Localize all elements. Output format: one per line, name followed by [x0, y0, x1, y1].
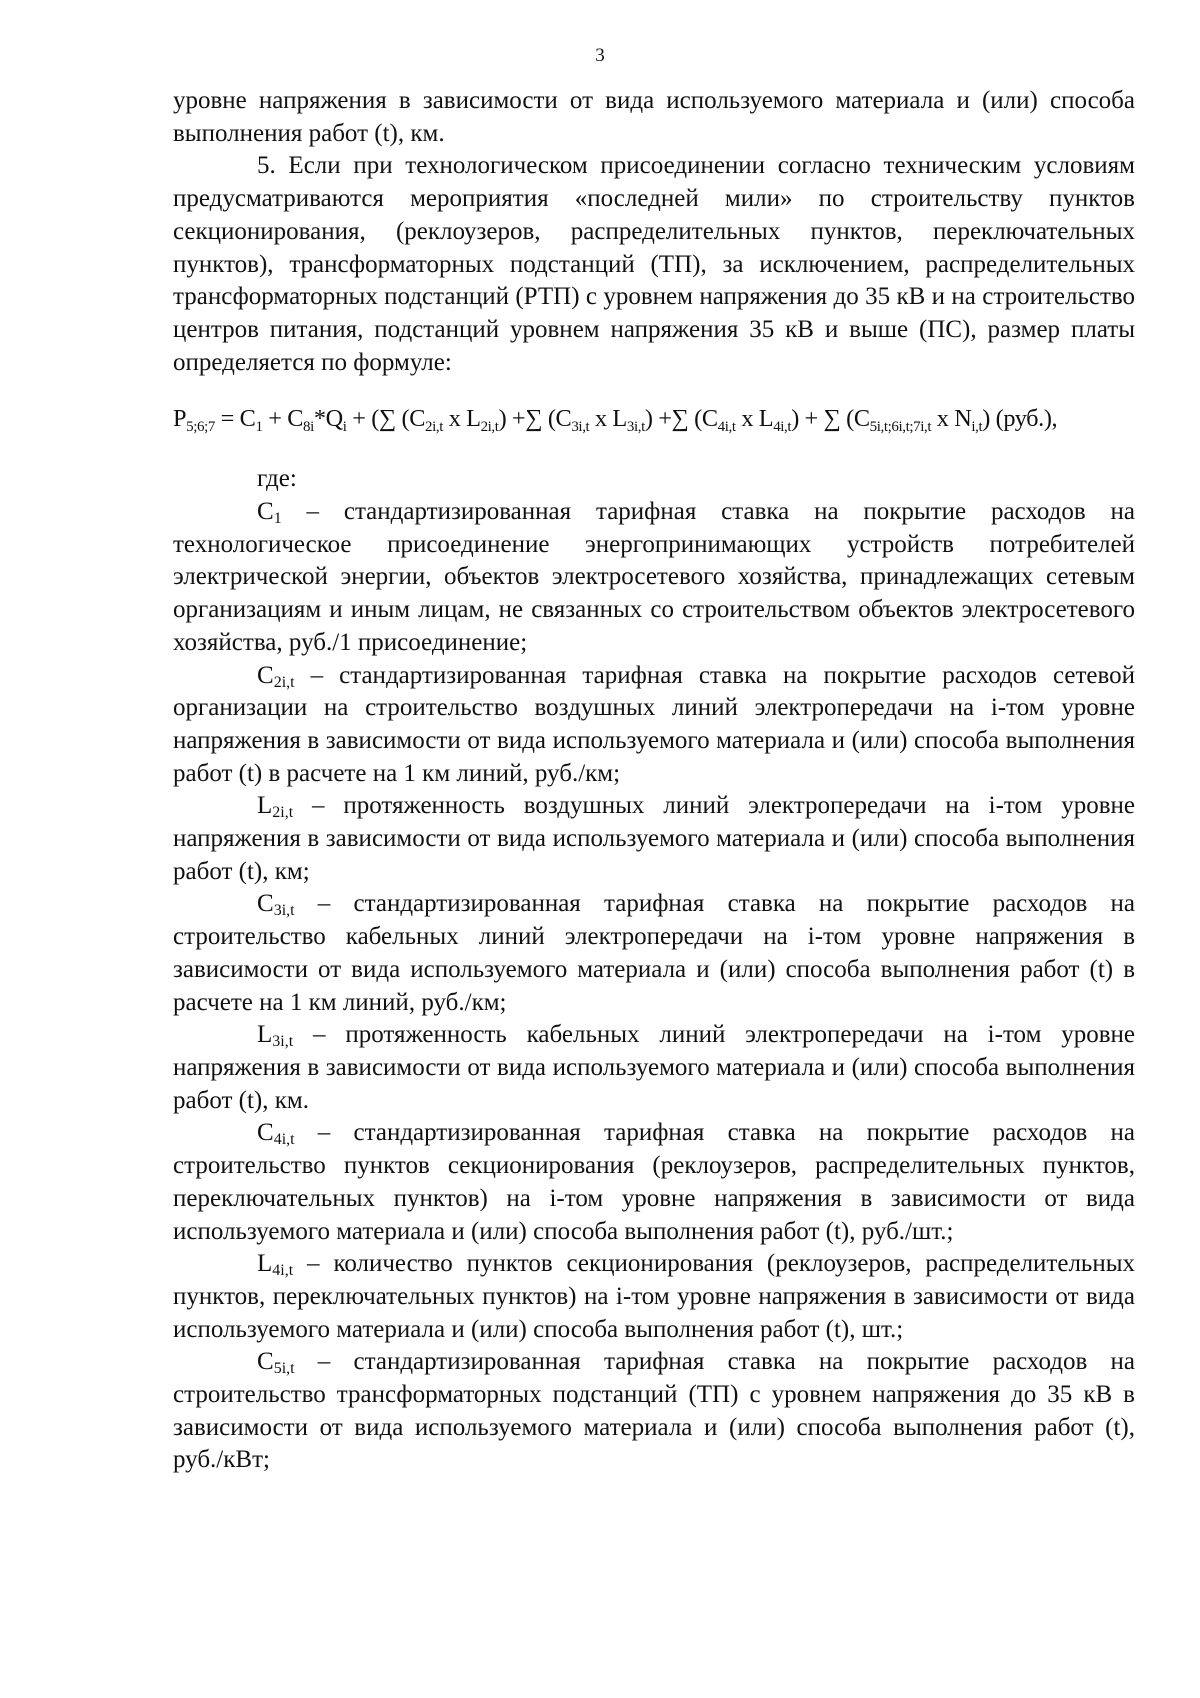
- definition-l4: $L_{4i,t}$ – количество пунктов секционирования (реклоузеров, распределительных пунктов, переключательных пунктов) на i-том уровне напряжения в зависимости от вида используемого материала и (или) способа выполнения работ (t), шт.;: [173, 1250, 1135, 1343]
- definition-c3: $C_{3i,t}$ – стандартизированная тарифная ставка на покрытие расходов на строительство кабельных линий электропередачи на i-том уровне напряжения в зависимости от вида используемого материала и (или) способа выполнения работ (t) в расчете на 1 км линий, руб./км;: [173, 890, 1135, 1016]
- paragraph-5: 5. Если при технологическом присоединении согласно техническим условиям предусматриваются мероприятия «последней мили» по строительству пунктов секционирования, (реклоузеров, распределительных пунктов, переключательных пунктов), трансформаторных подстанций (ТП), за исключением, распределительных трансформаторных подстанций (РТП) с уровнем напряжения до 35 кВ и на строительство центров питания, подстанций уровнем напряжения 35 кВ и выше (ПС), размер платы определяется по формуле:: [173, 152, 1135, 376]
- paragraph-continuation: уровне напряжения в зависимости от вида используемого материала и (или) способа выполнения работ (t), км.: [173, 87, 1135, 147]
- definition-l2: $L_{2i,t}$ – протяженность воздушных линий электропередачи на i-том уровне напряжения в зависимости от вида используемого материала и (или) способа выполнения работ (t), км;: [173, 792, 1135, 885]
- definition-c2: $C_{2i,t}$ – стандартизированная тарифная ставка на покрытие расходов сетевой организации на строительство воздушных линий электропередачи на i-том уровне напряжения в зависимости от вида используемого материала и (или) способа выполнения работ (t) в расчете на 1 км линий, руб./км;: [173, 661, 1135, 787]
- definition-c1: $C_1$ – стандартизированная тарифная ставка на покрытие расходов на технологическое присоединение энергопринимающих устройств потребителей электрической энергии, объектов электросетевого хозяйства, принадлежащих сетевым организациям и иным лицам, не связанных со строительством объектов электросетевого хозяйства, руб./1 присоединение;: [173, 498, 1135, 656]
- definition-c5: $C_{5i,t}$ – стандартизированная тарифная ставка на покрытие расходов на строительство трансформаторных подстанций (ТП) с уровнем напряжения до 35 кВ в зависимости от вида используемого материала и (или) способа выполнения работ (t), руб./кВт;: [173, 1348, 1135, 1474]
- document-body: [173, 85, 1135, 1477]
- definition-c4: $C_{4i,t}$ – стандартизированная тарифная ставка на покрытие расходов на строительство пунктов секционирования (реклоузеров, распределительных пунктов, переключательных пунктов) на i-том уровне напряжения в зависимости от вида используемого материала и (или) способа выполнения работ (t), руб./шт.;: [173, 1119, 1135, 1245]
- where-label: где:: [257, 465, 297, 493]
- definition-l3: $L_{3i,t}$ – протяженность кабельных линий электропередачи на i-том уровне напряжения в зависимости от вида используемого материала и (или) способа выполнения работ (t), км.: [173, 1021, 1135, 1114]
- payment-formula: $P_{5;6;7} = C_1 + C_{8i}*Q_i$ + (∑ ($C_{2i,t}$ x $L_{2i,t}$) +∑ ($C_{3i,t}$ x $L_{3i,t}$) +∑ ($C_{4i,t}$ x $L_{4i,t}$) + ∑ ($C_{5i,t;6i,t;7i,t}$ x $N_{i,t}$) (руб.),: [173, 405, 1058, 436]
- page-number: 3: [595, 45, 605, 66]
